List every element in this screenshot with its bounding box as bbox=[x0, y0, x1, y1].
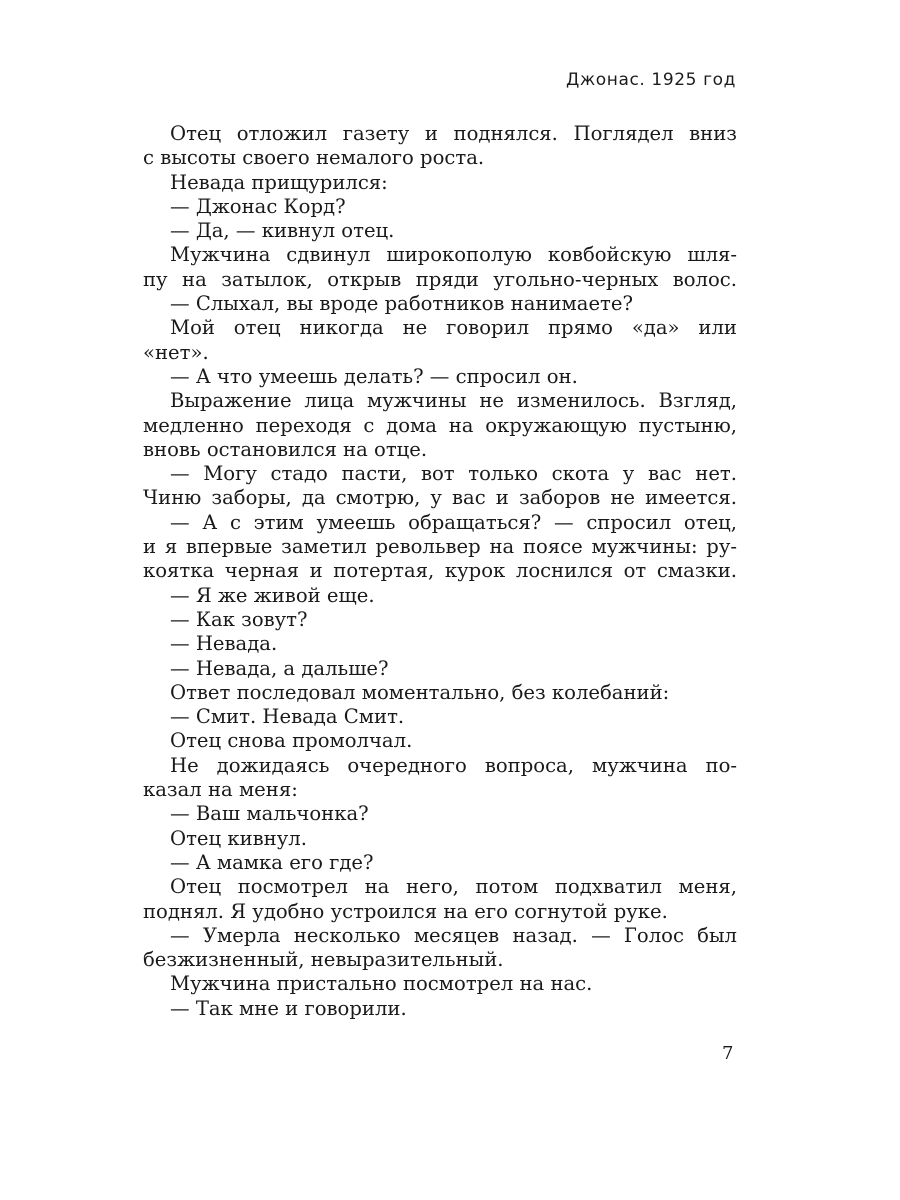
text-line: безжизненный, невыразительный. bbox=[143, 948, 504, 972]
text-line: «нет». bbox=[143, 340, 209, 364]
text-line: — Джонас Корд? bbox=[170, 194, 346, 218]
text-line: — Как зовут? bbox=[170, 607, 308, 631]
text-line: — Да, — кивнул отец. bbox=[170, 219, 395, 243]
page-body bbox=[143, 122, 737, 1021]
running-head: Джонас. 1925 год bbox=[565, 70, 736, 90]
text-line: — Ваш мальчонка? bbox=[170, 802, 369, 826]
text-line: Невада прищурился: bbox=[170, 170, 388, 194]
text-line: Отец снова промолчал. bbox=[170, 729, 413, 753]
text-line: — Смит. Невада Смит. bbox=[170, 705, 405, 729]
text-line: медленно переходя с дома на окружающую пустыню, bbox=[143, 413, 737, 437]
text-line: Отец посмотрел на него, потом подхватил меня, bbox=[170, 875, 737, 899]
text-line: пу на затылок, открыв пряди угольно-черных волос. bbox=[143, 267, 737, 291]
text-line: — Невада. bbox=[170, 632, 278, 656]
text-line: Не дожидаясь очередного вопроса, мужчина по- bbox=[170, 753, 737, 777]
text-line: — А что умеешь делать? — спросил он. bbox=[170, 364, 578, 388]
text-line: казал на меня: bbox=[143, 778, 298, 802]
text-line: Чиню заборы, да смотрю, у вас и заборов не имеется. bbox=[143, 486, 737, 510]
text-line: Ответ последовал моментально, без колебаний: bbox=[170, 680, 670, 704]
text-line: — Могу стадо пасти, вот только скота у вас нет. bbox=[170, 462, 737, 486]
text-line: коятка черная и потертая, курок лоснился от смазки. bbox=[143, 559, 737, 583]
text-line: Мужчина пристально посмотрел на нас. bbox=[170, 972, 593, 996]
text-line: с высоты своего немалого роста. bbox=[143, 146, 485, 170]
text-line: — А с этим умеешь обращаться? — спросил отец, bbox=[170, 510, 737, 534]
text-line: — Умерла несколько месяцев назад. — Голос был bbox=[170, 923, 737, 947]
text-line: — Так мне и говорили. bbox=[170, 996, 407, 1020]
text-line: Отец кивнул. bbox=[170, 826, 307, 850]
text-line: Выражение лица мужчины не изменилось. Взгляд, bbox=[170, 389, 737, 413]
text-line: поднял. Я удобно устроился на его согнутой руке. bbox=[143, 899, 668, 923]
text-line: Мужчина сдвинул широкополую ковбойскую шля- bbox=[170, 243, 737, 267]
text-line: Отец отложил газету и поднялся. Поглядел вниз bbox=[170, 122, 737, 145]
text-line: — Я же живой еще. bbox=[170, 583, 375, 607]
page-number: 7 bbox=[722, 1043, 734, 1064]
text-line: — А мамка его где? bbox=[170, 850, 374, 874]
text-line: вновь остановился на отце. bbox=[143, 437, 428, 461]
text-line: — Слыхал, вы вроде работников нанимаете? bbox=[170, 292, 633, 316]
text-line: Мой отец никогда не говорил прямо «да» или bbox=[170, 316, 737, 340]
text-line: и я впервые заметил револьвер на поясе мужчины: ру- bbox=[143, 535, 737, 559]
text-line: — Невада, а дальше? bbox=[170, 656, 389, 680]
